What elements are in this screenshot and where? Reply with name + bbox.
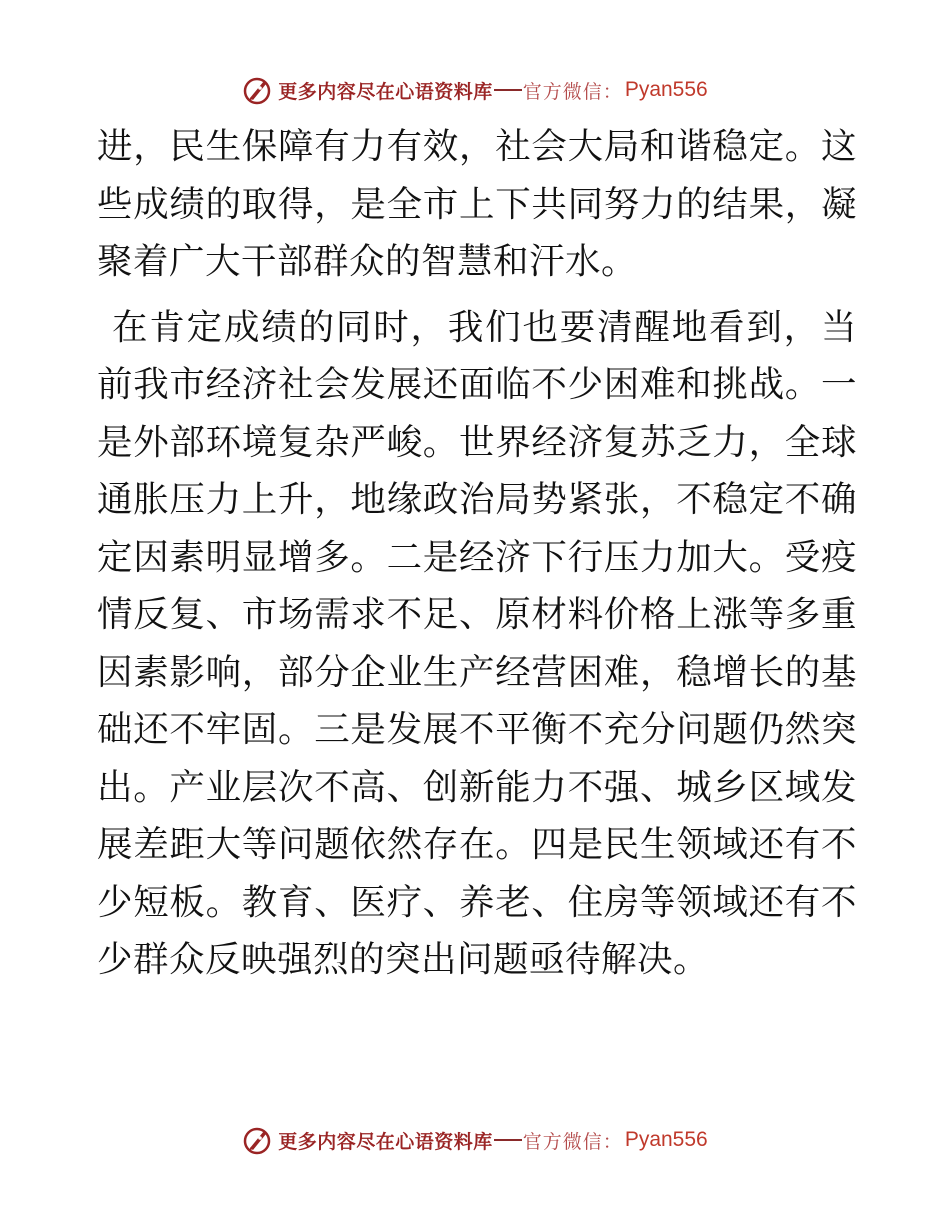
footer-brand-text: 更多内容尽在心语资料库 <box>278 1130 493 1153</box>
header-banner <box>0 70 950 110</box>
quill-pen-logo-icon <box>242 1125 272 1155</box>
header-office-label: 官方微信： <box>522 80 623 103</box>
paragraph-1: 进，民生保障有力有效，社会大局和谐稳定。这些成绩的取得，是全市上下共同努力的结果，凝聚着广大干部群众的智慧和汗水。 <box>97 126 857 282</box>
header-dash <box>494 89 522 91</box>
quill-pen-logo-icon <box>242 75 272 105</box>
document-body <box>97 118 857 989</box>
footer-dash <box>494 1139 522 1141</box>
paragraph-2: 在肯定成绩的同时，我们也要清醒地看到，当前我市经济社会发展还面临不少困难和挑战。一是外部环境复杂严峻。世界经济复苏乏力，全球通胀压力上升，地缘政治局势紧张，不稳定不确定因素明显增多。二是经济下行压力加大。受疫情反复、市场需求不足、原材料价格上涨等多重因素影响，部分企业生产经营困难，稳增长的基础还不牢固。三是发展不平衡不充分问题仍然突出。产业层次不高、创新能力不强、城乡区域发展差距大等问题依然存在。四是民生领域还有不少短板。教育、医疗、养老、住房等领域还有不少群众反映强烈的突出问题亟待解决。 <box>97 306 857 980</box>
footer-wechat-id: Pyan556 <box>624 1128 708 1151</box>
footer-banner <box>0 1120 950 1160</box>
footer-office-label: 官方微信： <box>522 1130 623 1153</box>
header-brand-text: 更多内容尽在心语资料库 <box>278 80 493 103</box>
header-wechat-id: Pyan556 <box>624 78 708 101</box>
